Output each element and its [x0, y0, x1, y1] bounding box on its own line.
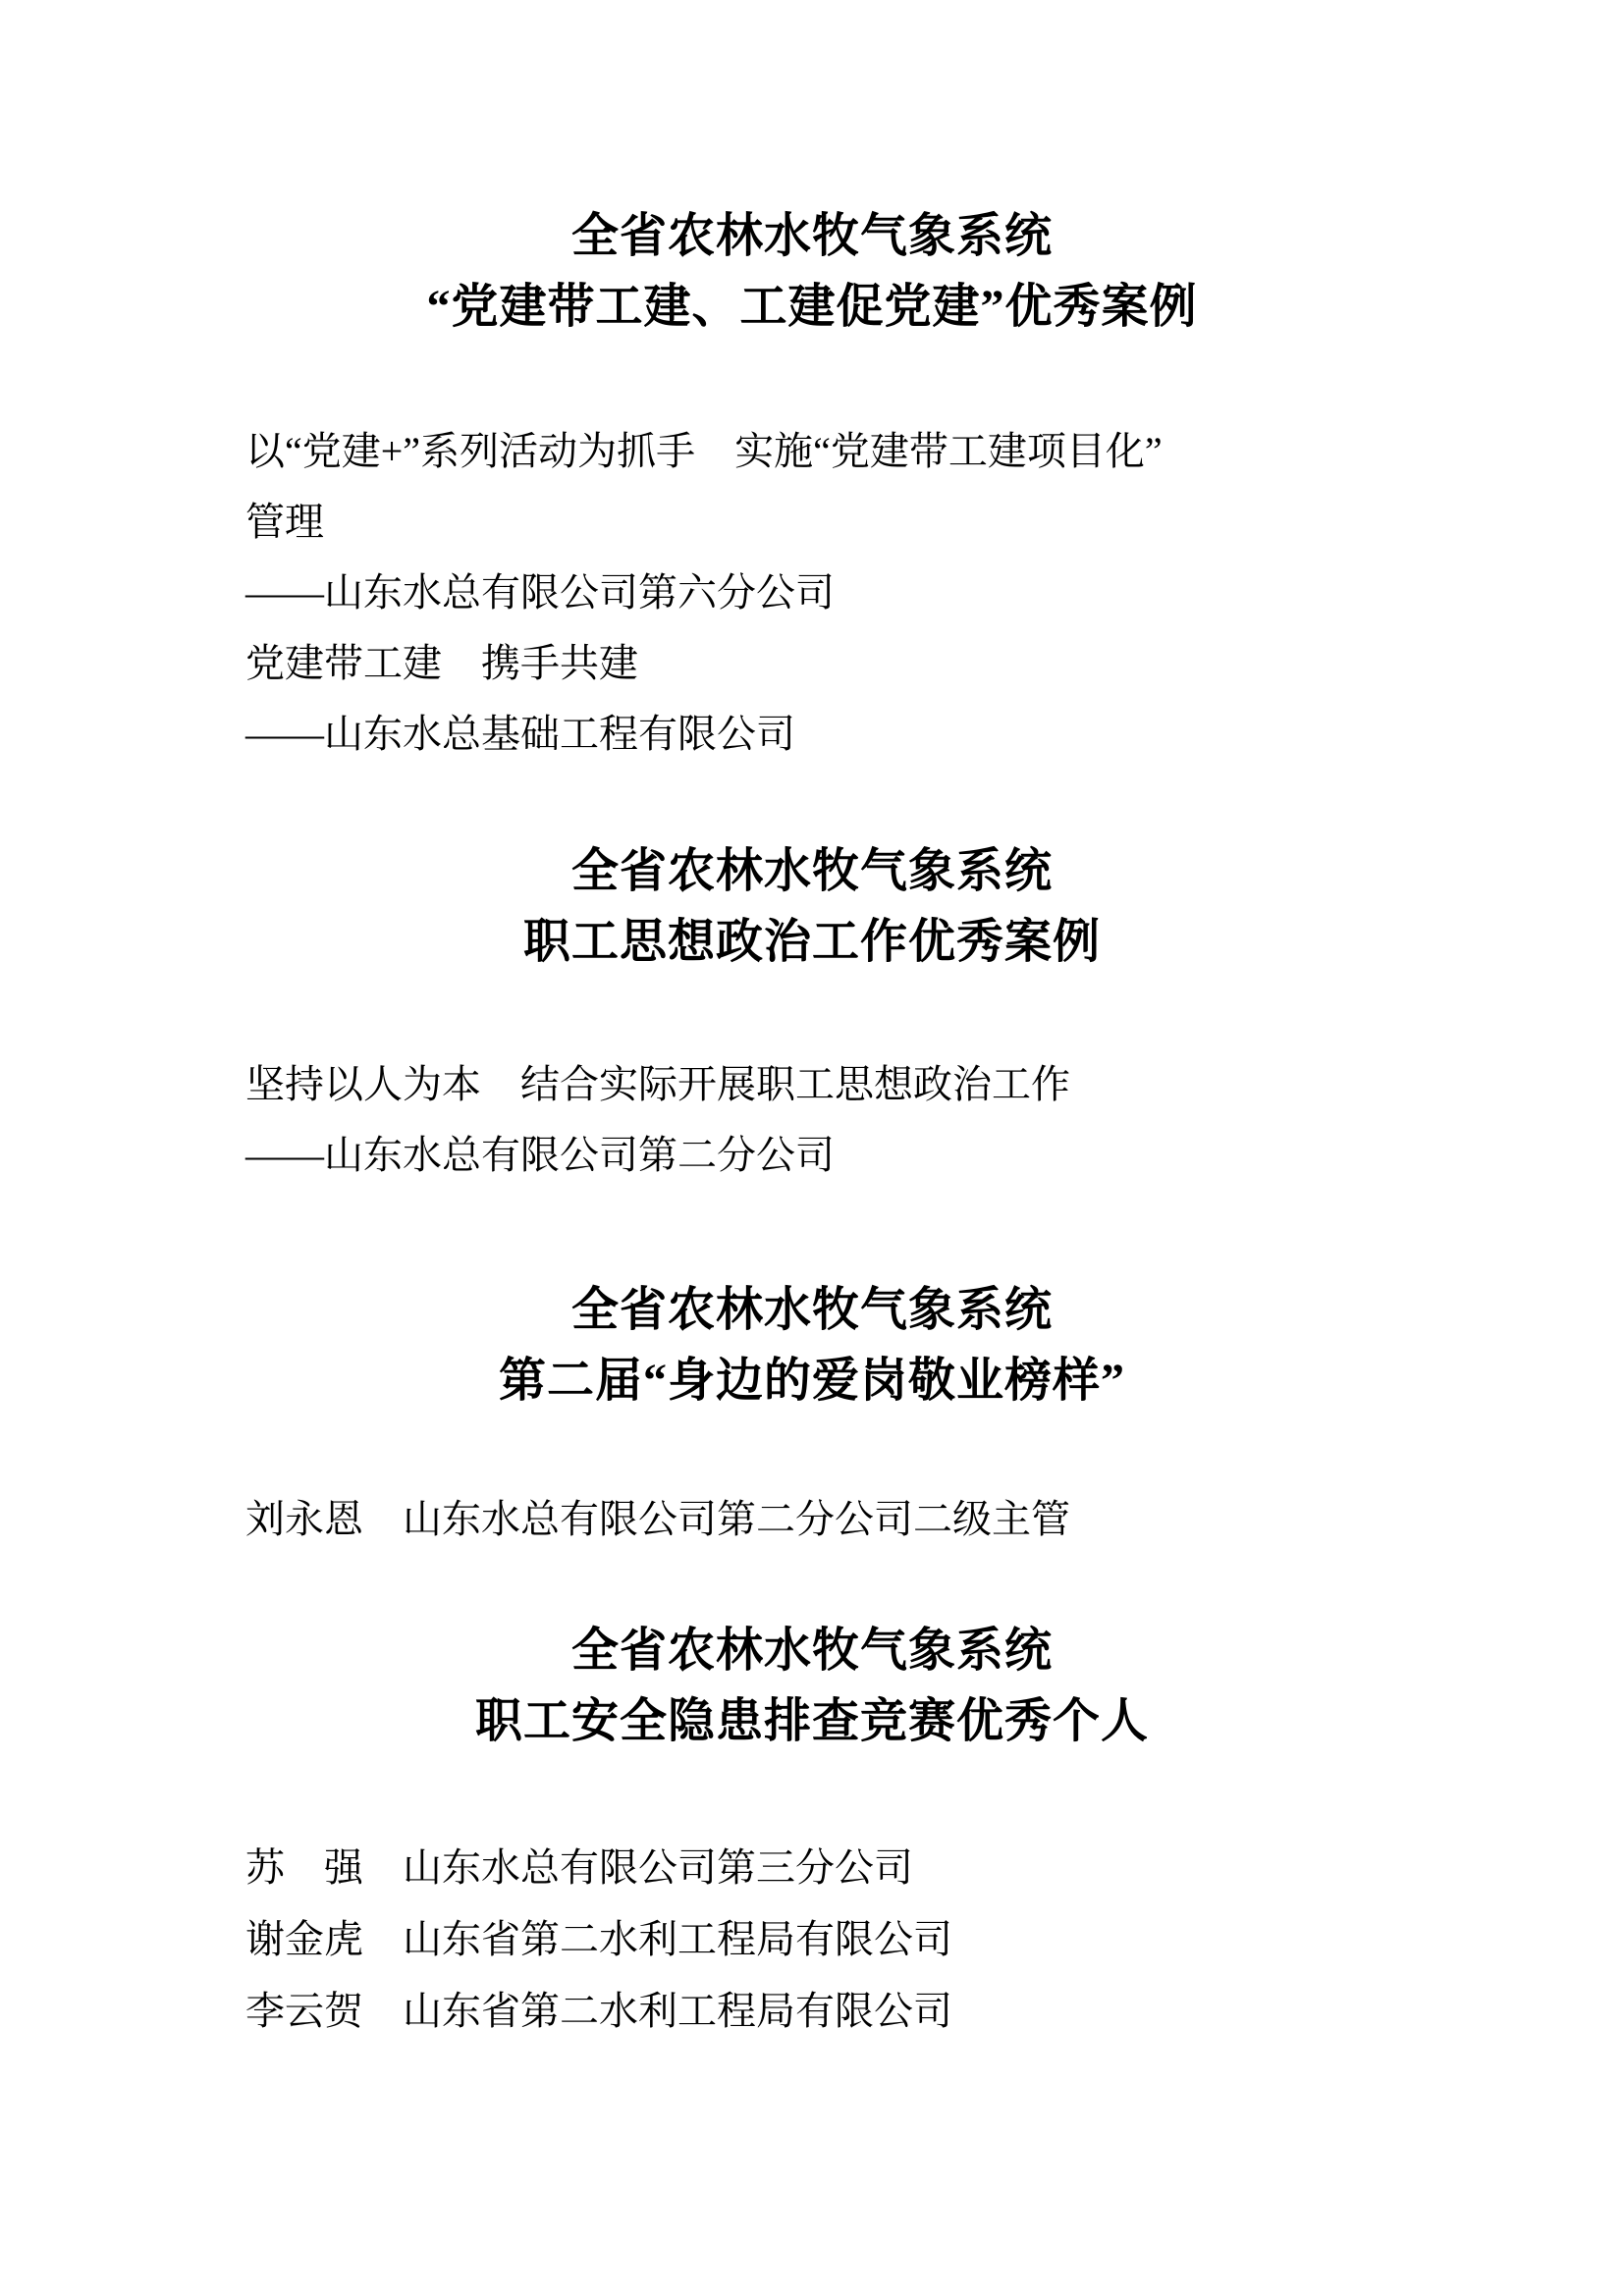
heading-line: 职工思想政治工作优秀案例 — [522, 916, 1101, 968]
body-line: ——山东水总有限公司第二分公司 — [245, 1133, 835, 1177]
body-line: 坚持以人为本 结合实际开展职工思想政治工作 — [245, 1062, 1070, 1106]
heading-line: 全省农林水牧气象系统 — [570, 210, 1053, 262]
section-1-heading — [0, 201, 1624, 343]
body-line: ——山东水总基础工程有限公司 — [245, 712, 795, 756]
heading-line: 职工安全隐患排查竞赛优秀个人 — [474, 1695, 1149, 1747]
body-line: 以“党建+”系列活动为抓手 实施“党建带工建项目化” — [245, 429, 1163, 473]
body-line: 谢金虎 山东省第二水利工程局有限公司 — [245, 1917, 952, 1961]
section-3-heading — [0, 1275, 1624, 1416]
body-line: ——山东水总有限公司第六分公司 — [245, 570, 835, 614]
body-line: 苏 强 山东水总有限公司第三分公司 — [245, 1845, 913, 1890]
section-2-heading — [0, 836, 1624, 978]
body-line: 李云贺 山东省第二水利工程局有限公司 — [245, 1989, 952, 2033]
section-3-body — [245, 1484, 1394, 1555]
section-1-body — [245, 416, 1394, 770]
body-line: 党建带工建 携手共建 — [245, 641, 638, 685]
section-4-heading — [0, 1616, 1624, 1757]
body-line: 管理 — [245, 500, 324, 544]
heading-line: “党建带工建、工建促党建”优秀案例 — [426, 281, 1198, 333]
heading-line: 第二届“身边的爱岗敬业榜样” — [498, 1355, 1125, 1407]
body-line: 刘永恩 山东水总有限公司第二分公司二级主管 — [245, 1497, 1070, 1541]
section-4-body — [245, 1832, 1394, 2047]
heading-line: 全省农林水牧气象系统 — [570, 1625, 1053, 1677]
heading-line: 全省农林水牧气象系统 — [570, 845, 1053, 897]
section-2-body — [245, 1049, 1394, 1191]
heading-line: 全省农林水牧气象系统 — [570, 1284, 1053, 1336]
